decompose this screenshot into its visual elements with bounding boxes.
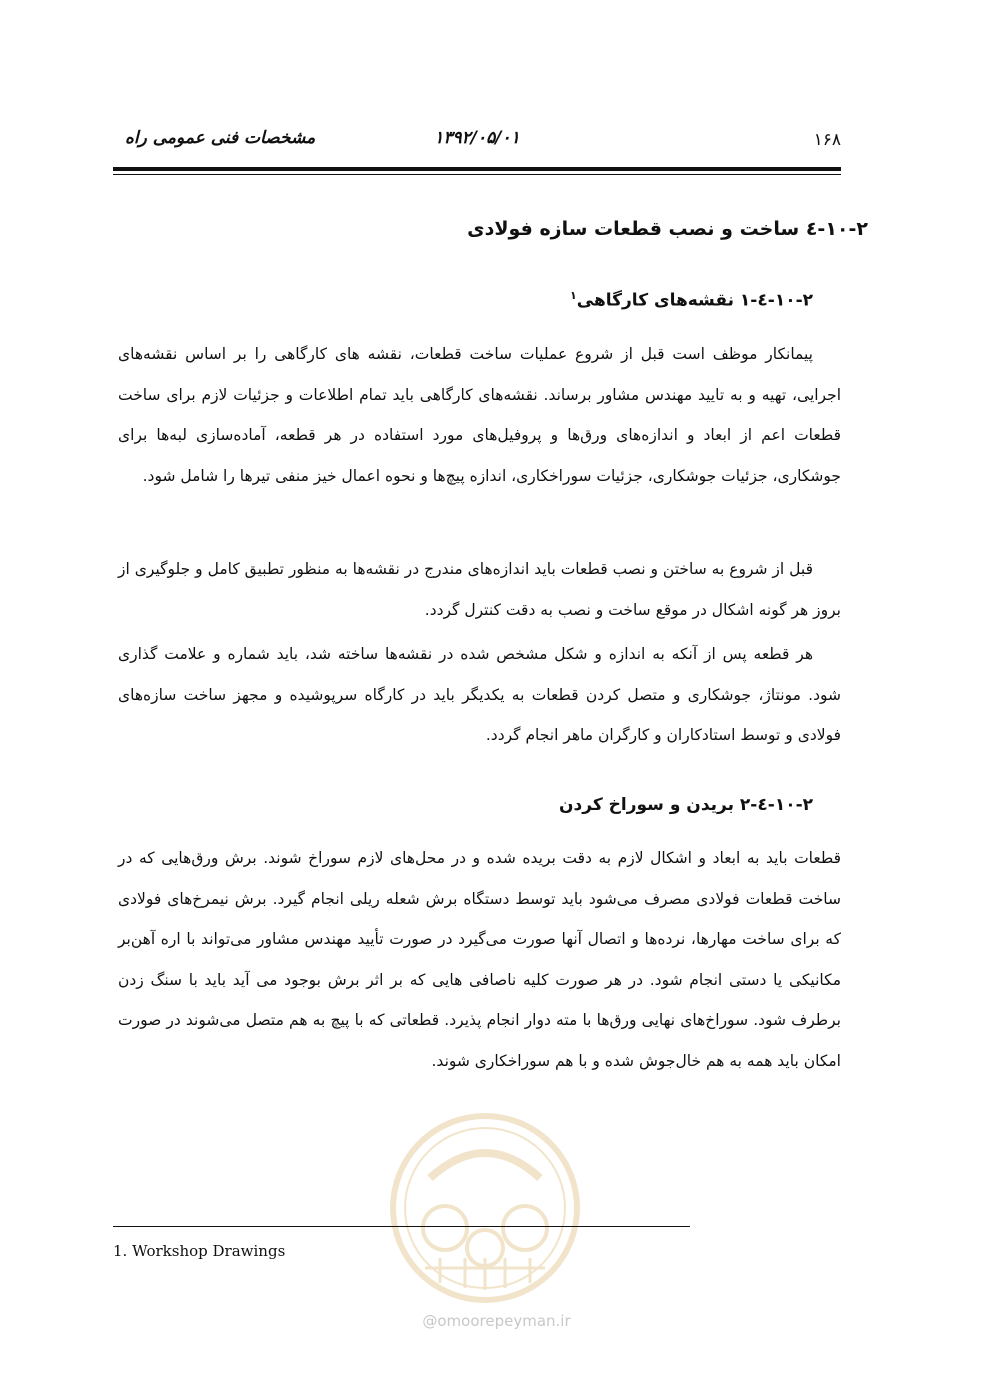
page-number: ۱۶۸ xyxy=(813,130,841,150)
footnote: 1. Workshop Drawings xyxy=(113,1242,286,1260)
subsection-title-1-text: ۱۰-۲-٤-۱ نقشه‌های کارگاهی xyxy=(576,290,813,311)
watermark-logo xyxy=(385,1108,585,1308)
header-date: ۱۳۹۲/۰۵/۰۱ xyxy=(434,128,520,148)
footnote-marker: ۱ xyxy=(570,289,577,302)
book-title: مشخصات فنی عمومی راه xyxy=(125,128,316,148)
running-header xyxy=(113,126,841,156)
paragraph-2: قبل از شروع به ساختن و نصب قطعات باید اندازه‌های مندرج در نقشه‌ها به منظور تطبیق کامل و جلوگیری از بروز هر گونه اشکال در موقع ساخت و نصب به دقت کنترل گردد. xyxy=(118,560,841,619)
footnote-rule xyxy=(113,1226,690,1227)
watermark-text: @omoorepeyman.ir xyxy=(422,1312,571,1330)
subsection-title-1 xyxy=(570,289,813,311)
subsection-title-2: ۱۰-۲-٤-۲ بریدن و سوراخ کردن xyxy=(559,795,813,815)
paragraph-1: پیمانکار موظف است قبل از شروع عملیات ساخت قطعات، نقشه های کارگاهی را بر اساس نقشه‌های اجرایی، تهیه و به تایید مهندس مشاور برساند. نقشه‌های کارگاهی باید تمام اطلاعات و جزئیات لازم برای ساخت قطعات اعم از ابعاد و اندازه‌های ورق‌ها و پروفیل‌های مورد استفاده در هر قطعه، آماده‌سازی لبه‌ها برای جوشکاری، جزئیات جوشکاری، جزئیات سوراخکاری، اندازه پیچ‌ها و نحوه اعمال خیز منفی تیرها را شامل شود. xyxy=(118,345,841,485)
header-rule-thick xyxy=(113,167,841,171)
paragraph-4: قطعات باید به ابعاد و اشکال لازم به دقت بریده شده و در محل‌های لازم سوراخ شوند. برش ورق‌هایی که در ساخت قطعات فولادی مصرف می‌شود باید توسط دستگاه برش شعله ریلی انجام گیرد. برش نیمرخ‌های فولادی که برای ساخت مهارها، نرده‌ها و اتصال آنها صورت می‌گیرد در صورت تأیید مهندس مشاور می‌تواند با اره آهن‌بر مکانیکی یا دستی انجام شود. در هر صورت کلیه ناصافی هایی که بر اثر برش بوجود می آید باید با سنگ زدن برطرف شود. سوراخ‌های نهایی ورق‌ها با مته دوار انجام پذیرد. قطعاتی که با پیچ به هم متصل می‌شوند در صورت امکان باید همه به هم خال‌جوش شده و با هم سوراخکاری شوند. xyxy=(118,849,841,1070)
paragraph-3: هر قطعه پس از آنکه به اندازه و شکل مشخص شده در نقشه‌ها ساخته شد، باید شماره و علامت گذاری شود. مونتاژ، جوشکاری و متصل کردن قطعات به یکدیگر باید در کارگاه سرپوشیده و مجهز ساخت سازه‌های فولادی و توسط استادکاران و کارگران ماهر انجام گردد. xyxy=(118,645,841,745)
section-title: ۱۰-۲-٤ ساخت و نصب قطعات سازه فولادی xyxy=(467,218,868,240)
header-rule-thin xyxy=(113,174,841,175)
